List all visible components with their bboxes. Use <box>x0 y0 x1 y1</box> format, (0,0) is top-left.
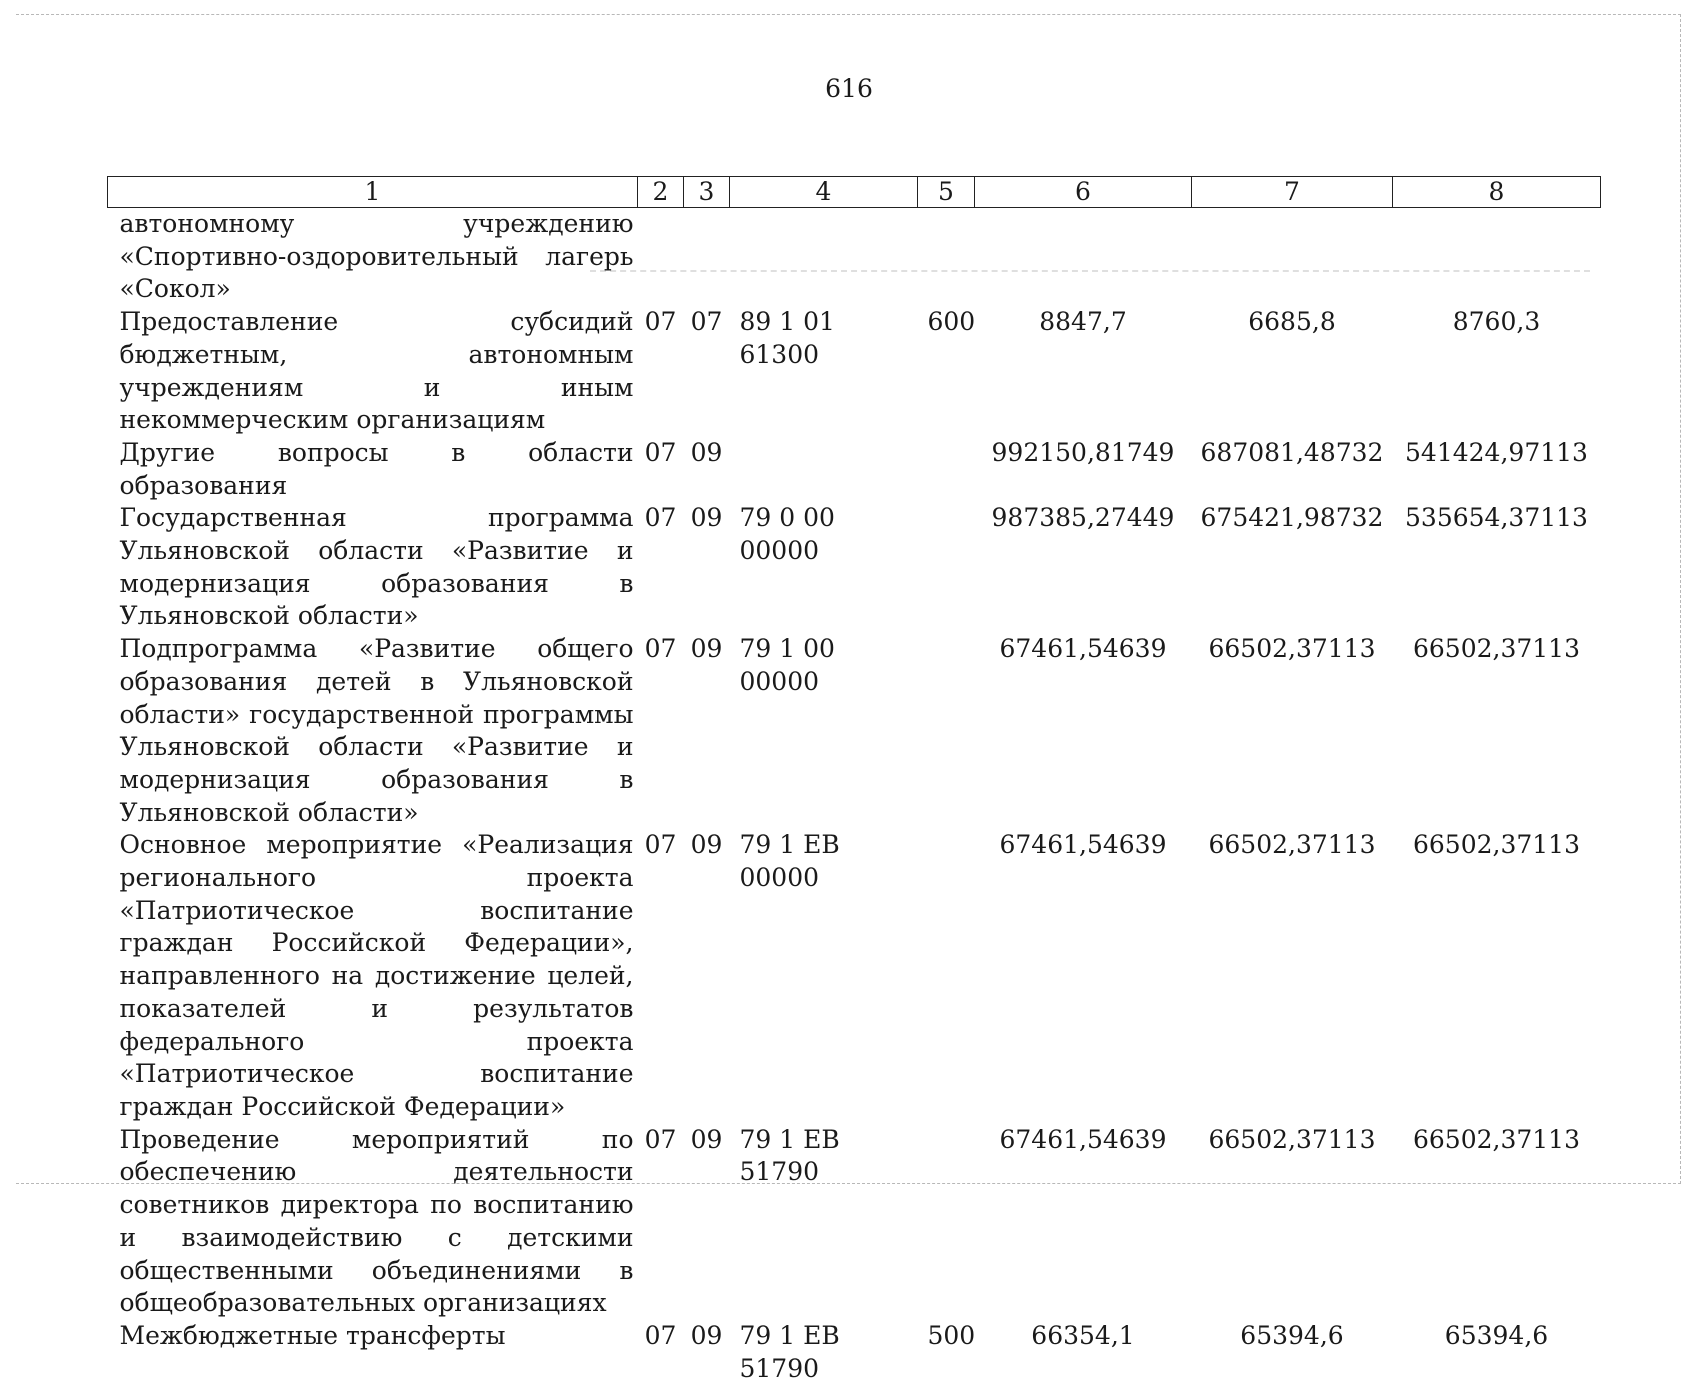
row-subsection: 09 <box>684 1320 730 1385</box>
row-amount-1: 67461,54639 <box>975 1124 1192 1320</box>
row-name: Подпрограмма «Развитие общего образования детей в Ульяновской области» государственной программы Ульяновской области «Развитие и модернизация образования в Ульяновской области» <box>108 633 638 829</box>
table-body <box>108 208 1601 1385</box>
row-target-code: 79 1 ЕВ 00000 <box>730 829 918 1123</box>
table-row <box>108 208 1601 307</box>
row-section: 07 <box>638 437 684 502</box>
row-amount-2: 65394,6 <box>1192 1320 1393 1385</box>
row-amount-2: 66502,37113 <box>1192 633 1393 829</box>
table-row <box>108 1320 1601 1385</box>
table-header <box>108 177 1601 208</box>
row-amount-1: 987385,27449 <box>975 502 1192 633</box>
row-subsection: 09 <box>684 502 730 633</box>
table-row <box>108 1124 1601 1320</box>
header-col-1: 1 <box>108 177 638 208</box>
row-expense-type <box>918 829 975 1123</box>
row-amount-3 <box>1393 208 1601 307</box>
header-col-4: 4 <box>730 177 918 208</box>
row-subsection: 07 <box>684 306 730 437</box>
row-amount-1 <box>975 208 1192 307</box>
row-target-code <box>730 437 918 502</box>
table-row <box>108 633 1601 829</box>
row-amount-3: 65394,6 <box>1393 1320 1601 1385</box>
row-subsection: 09 <box>684 633 730 829</box>
row-amount-2 <box>1192 208 1393 307</box>
table-row <box>108 437 1601 502</box>
row-target-code: 89 1 01 61300 <box>730 306 918 437</box>
row-target-code <box>730 208 918 307</box>
row-expense-type <box>918 437 975 502</box>
row-amount-3: 8760,3 <box>1393 306 1601 437</box>
row-name: Межбюджетные трансферты <box>108 1320 638 1385</box>
row-name: Проведение мероприятий по обеспечению деятельности советников директора по воспитанию и взаимодействию с детскими общественными объединениями в общеобразовательных организациях <box>108 1124 638 1320</box>
row-amount-1: 8847,7 <box>975 306 1192 437</box>
row-expense-type: 500 <box>918 1320 975 1385</box>
table-row <box>108 829 1601 1123</box>
row-amount-2: 6685,8 <box>1192 306 1393 437</box>
row-name: Основное мероприятие «Реализация регионального проекта «Патриотическое воспитание граждан Российской Федерации», направленного на достижение целей, показателей и результатов федерального проекта «Патриотическое воспитание граждан Российской Федерации» <box>108 829 638 1123</box>
row-section: 07 <box>638 502 684 633</box>
budget-table <box>107 176 1601 1385</box>
row-section <box>638 208 684 307</box>
row-target-code: 79 0 00 00000 <box>730 502 918 633</box>
row-subsection: 09 <box>684 829 730 1123</box>
row-expense-type <box>918 1124 975 1320</box>
row-target-code: 79 1 00 00000 <box>730 633 918 829</box>
table-row <box>108 306 1601 437</box>
header-col-7: 7 <box>1192 177 1393 208</box>
row-name: Другие вопросы в области образования <box>108 437 638 502</box>
page-number: 616 <box>0 74 1698 103</box>
row-amount-2: 675421,98732 <box>1192 502 1393 633</box>
row-amount-3: 66502,37113 <box>1393 633 1601 829</box>
row-amount-1: 66354,1 <box>975 1320 1192 1385</box>
row-amount-3: 66502,37113 <box>1393 1124 1601 1320</box>
row-subsection: 09 <box>684 437 730 502</box>
row-target-code: 79 1 ЕВ 51790 <box>730 1320 918 1385</box>
row-amount-1: 67461,54639 <box>975 633 1192 829</box>
header-row <box>108 177 1601 208</box>
row-section: 07 <box>638 829 684 1123</box>
row-name: автономному учреждению «Спортивно-оздоровительный лагерь «Сокол» <box>108 208 638 307</box>
row-expense-type: 600 <box>918 306 975 437</box>
header-col-8: 8 <box>1393 177 1601 208</box>
row-expense-type <box>918 502 975 633</box>
row-name: Предоставление субсидий бюджетным, автономным учреждениям и иным некоммерческим организациям <box>108 306 638 437</box>
row-amount-3: 66502,37113 <box>1393 829 1601 1123</box>
header-col-3: 3 <box>684 177 730 208</box>
row-subsection: 09 <box>684 1124 730 1320</box>
row-amount-1: 992150,81749 <box>975 437 1192 502</box>
row-section: 07 <box>638 306 684 437</box>
table-row <box>108 502 1601 633</box>
header-col-5: 5 <box>918 177 975 208</box>
row-subsection <box>684 208 730 307</box>
row-expense-type <box>918 208 975 307</box>
row-section: 07 <box>638 1124 684 1320</box>
row-amount-2: 687081,48732 <box>1192 437 1393 502</box>
row-amount-1: 67461,54639 <box>975 829 1192 1123</box>
header-col-6: 6 <box>975 177 1192 208</box>
row-amount-3: 535654,37113 <box>1393 502 1601 633</box>
row-amount-2: 66502,37113 <box>1192 1124 1393 1320</box>
row-expense-type <box>918 633 975 829</box>
row-amount-2: 66502,37113 <box>1192 829 1393 1123</box>
row-amount-3: 541424,97113 <box>1393 437 1601 502</box>
row-target-code: 79 1 ЕВ 51790 <box>730 1124 918 1320</box>
row-section: 07 <box>638 1320 684 1385</box>
row-name: Государственная программа Ульяновской области «Развитие и модернизация образования в Ульяновской области» <box>108 502 638 633</box>
header-col-2: 2 <box>638 177 684 208</box>
row-section: 07 <box>638 633 684 829</box>
